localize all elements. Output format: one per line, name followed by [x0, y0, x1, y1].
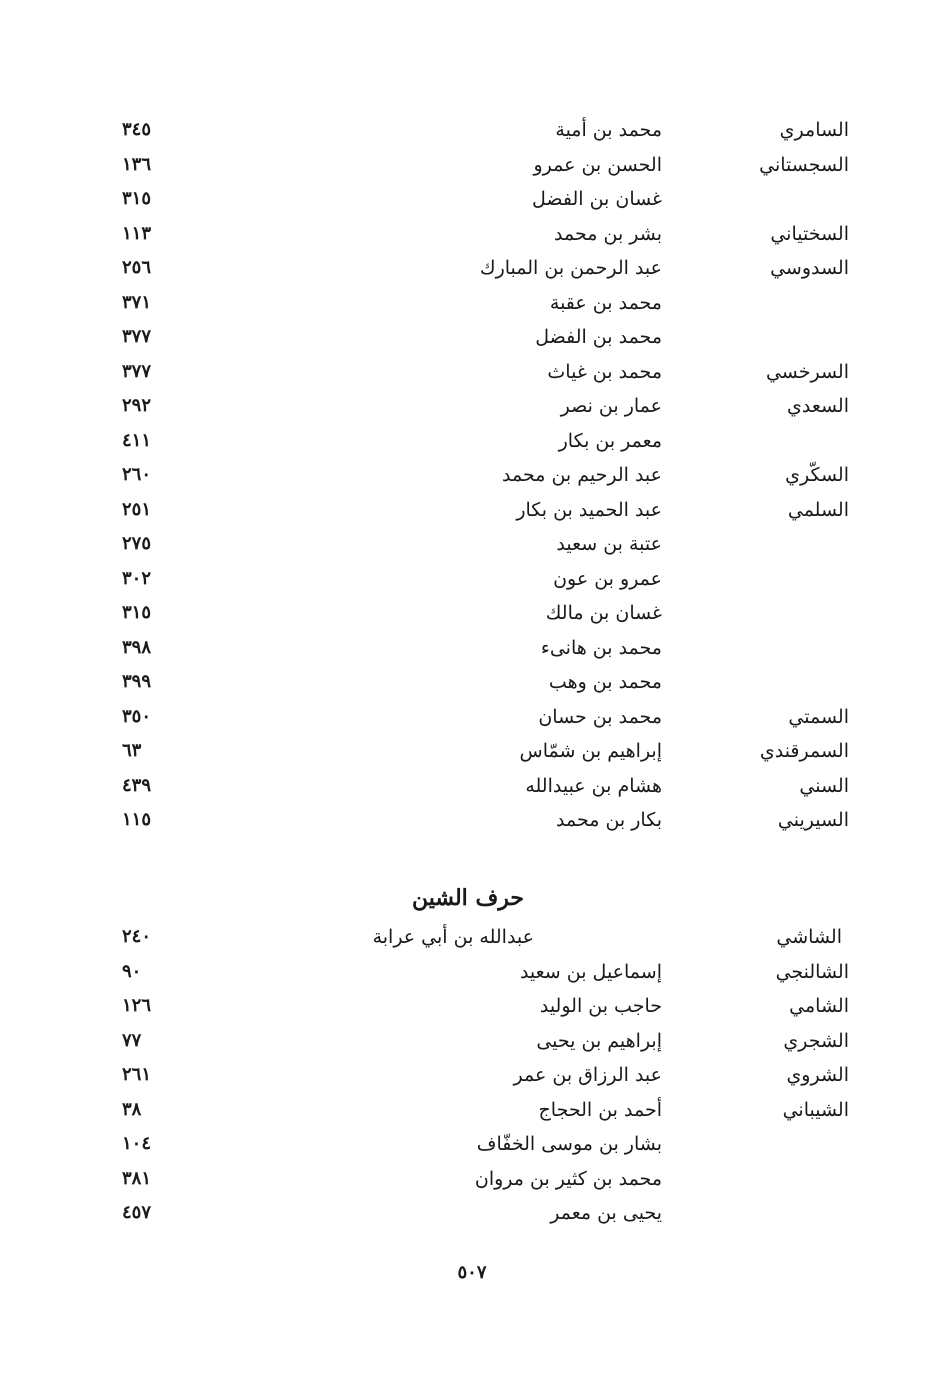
- person-name: محمد بن هانىء: [540, 636, 662, 659]
- index-row: [0, 989, 944, 1024]
- index-section-shin: [0, 920, 944, 1231]
- person-name: عبد الرحيم بن محمد: [502, 464, 662, 486]
- nisba: السجستاني: [759, 153, 849, 176]
- nisba: السدوسي: [770, 257, 849, 279]
- index-row: [0, 920, 944, 955]
- page-ref: ٣٧١: [122, 291, 152, 313]
- nisba: السختياني: [770, 222, 849, 245]
- page-ref: ٣١٥: [122, 188, 152, 209]
- page-ref: ٣٧٧: [122, 360, 152, 382]
- index-row: [0, 1058, 944, 1093]
- person-name: بشار بن موسى الخفّاف: [476, 1133, 662, 1155]
- person-name: عبدالله بن أبي عرابة: [372, 926, 534, 948]
- page-ref: ٢٦٠: [122, 464, 152, 485]
- index-row: [0, 803, 944, 838]
- person-name: محمد بن كثير بن مروان: [474, 1167, 662, 1190]
- nisba: السعدي: [786, 395, 849, 417]
- page-ref: ١٣٦: [122, 153, 152, 175]
- page-ref: ٣٩٨: [122, 636, 152, 658]
- nisba: السيريني: [777, 809, 849, 831]
- person-name: عبد الحميد بن بكار: [516, 498, 662, 521]
- nisba: الشروي: [786, 1064, 849, 1086]
- nisba: السكّري: [785, 464, 849, 486]
- index-row: [0, 286, 944, 321]
- index-row: [0, 355, 944, 390]
- person-name: عبد الرحمن بن المبارك: [479, 257, 662, 279]
- person-name: محمد بن عقبة: [549, 291, 662, 314]
- person-name: غسان بن الفضل: [531, 188, 662, 210]
- index-row: [0, 665, 944, 700]
- page-ref: ١٠٤: [122, 1133, 152, 1154]
- index-section-sin: [0, 113, 944, 838]
- page-ref: ٣٥٠: [122, 705, 152, 727]
- nisba: الشالنجي: [775, 960, 849, 983]
- nisba: السرخسي: [765, 360, 849, 383]
- index-row: [0, 734, 944, 769]
- page-ref: ٢٩٢: [122, 395, 152, 416]
- page-ref: ٤٣٩: [122, 774, 152, 796]
- nisba: السمرقندي: [759, 740, 849, 762]
- page-ref: ٢٥١: [122, 498, 152, 520]
- person-name: هشام بن عبيدالله: [525, 774, 662, 797]
- index-row: [0, 596, 944, 631]
- nisba: السني: [799, 774, 849, 797]
- index-row: [0, 631, 944, 666]
- index-row: [0, 320, 944, 355]
- index-row: [0, 769, 944, 804]
- page-ref: ١٢٦: [122, 995, 152, 1016]
- page-number: ٥٠٧: [457, 1262, 487, 1283]
- person-name: بكار بن محمد: [556, 809, 662, 831]
- person-name: عبد الرزاق بن عمر: [513, 1064, 662, 1086]
- index-row: [0, 1196, 944, 1231]
- index-row: [0, 148, 944, 183]
- person-name: محمد بن وهب: [548, 671, 662, 693]
- index-row: [0, 700, 944, 735]
- person-name: عتبة بن سعيد: [556, 533, 662, 555]
- person-name: إبراهيم بن شمّاس: [519, 740, 662, 762]
- person-name: إسماعيل بن سعيد: [519, 960, 662, 983]
- page-ref: ٢٥٦: [122, 257, 152, 278]
- nisba: الشيباني: [782, 1098, 849, 1121]
- person-name: الحسن بن عمرو: [533, 153, 662, 176]
- nisba: السامري: [779, 119, 849, 141]
- nisba: السمتي: [788, 705, 849, 728]
- page-ref: ٣١٥: [122, 602, 152, 623]
- person-name: محمد بن أمية: [555, 119, 662, 141]
- person-name: محمد بن الفضل: [535, 326, 662, 348]
- page-ref: ٧٧: [122, 1029, 142, 1051]
- nisba: الشامي: [789, 995, 849, 1017]
- page-ref: ٤٥٧: [122, 1202, 152, 1223]
- person-name: يحيى بن معمر: [550, 1202, 662, 1224]
- index-row: [0, 251, 944, 286]
- person-name: معمر بن بكار: [558, 429, 662, 452]
- index-row: [0, 493, 944, 528]
- page-ref: ٣٨: [122, 1098, 142, 1120]
- page-ref: ٦٣: [122, 740, 142, 761]
- index-row: [0, 562, 944, 597]
- index-row: [0, 955, 944, 990]
- person-name: عمرو بن عون: [553, 567, 662, 590]
- page-ref: ٣٠٢: [122, 567, 152, 589]
- page-ref: ٣٤٥: [122, 119, 152, 140]
- page-ref: ٣٩٩: [122, 671, 152, 692]
- section-heading: حرف الشين: [411, 885, 524, 911]
- nisba: الشاشي: [776, 926, 842, 948]
- page-ref: ٩٠: [122, 960, 142, 982]
- index-row: [0, 389, 944, 424]
- index-row: [0, 458, 944, 493]
- page-ref: ٢٧٥: [122, 533, 152, 554]
- page-ref: ٣٨١: [122, 1167, 152, 1189]
- page-ref: ٣٧٧: [122, 326, 152, 347]
- person-name: بشر بن محمد: [554, 222, 662, 245]
- person-name: غسان بن مالك: [545, 602, 662, 624]
- nisba: السلمي: [787, 498, 849, 521]
- index-row: [0, 1162, 944, 1197]
- index-row: [0, 217, 944, 252]
- person-name: حاجب بن الوليد: [539, 995, 662, 1017]
- index-row: [0, 527, 944, 562]
- page-ref: ٢٦١: [122, 1064, 152, 1085]
- index-row: [0, 113, 944, 148]
- page-ref: ٢٤٠: [122, 926, 152, 947]
- person-name: عمار بن نصر: [560, 395, 662, 417]
- index-row: [0, 1024, 944, 1059]
- person-name: محمد بن غياث: [547, 360, 662, 383]
- person-name: إبراهيم بن يحيى: [536, 1029, 662, 1052]
- page-ref: ١١٥: [122, 809, 152, 830]
- person-name: محمد بن حسان: [538, 705, 662, 728]
- nisba: الشجري: [783, 1029, 849, 1052]
- index-row: [0, 1093, 944, 1128]
- page-ref: ١١٣: [122, 222, 152, 244]
- index-row: [0, 1127, 944, 1162]
- index-row: [0, 424, 944, 459]
- index-row: [0, 182, 944, 217]
- page-ref: ٤١١: [122, 429, 152, 451]
- person-name: أحمد بن الحجاج: [538, 1098, 662, 1121]
